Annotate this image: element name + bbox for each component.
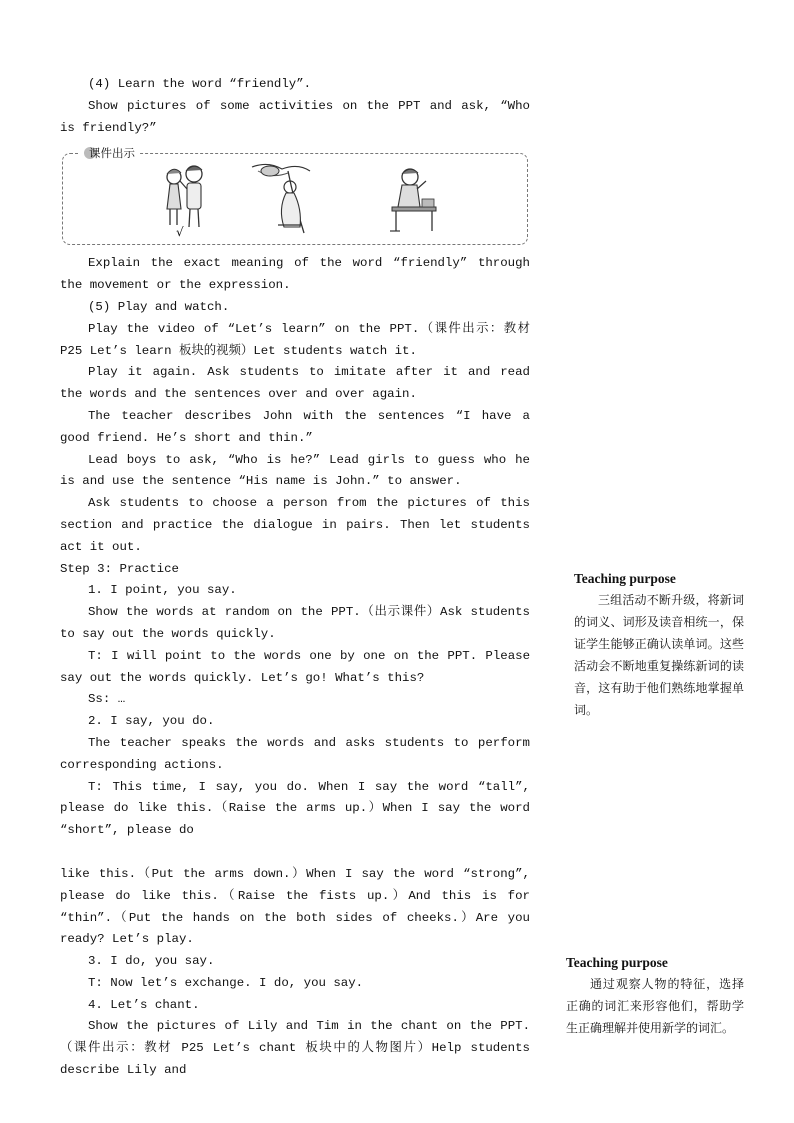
paragraph: Play it again. Ask students to imitate after it and read the words and the sentences over and over again. xyxy=(60,365,530,402)
main-column xyxy=(60,74,530,1082)
child-tree-picture xyxy=(248,161,326,241)
boy-reading-picture xyxy=(384,161,444,241)
paragraph: T: I will point to the words one by one on the PPT. Please say out the words quickly. Let’s go! What’s this? xyxy=(60,648,530,685)
paragraph: T: Now let’s exchange. I do, you say. xyxy=(88,975,364,990)
step-4-heading: (4) Learn the word “friendly”. xyxy=(88,77,312,91)
courseware-box xyxy=(62,147,528,245)
teaching-purpose-note-2 xyxy=(566,953,744,1039)
paragraph: Show the words at random on the PPT.（出示课件）Ask students to say out the words quickly. xyxy=(60,605,530,641)
teaching-purpose-text: 三组活动不断升级，将新词的词义、词形及读音相统一，保证学生能够正确认读单词。这些活动会不断地重复操练新词的读音，这有助于他们熟练地掌握单词。 xyxy=(574,593,744,717)
activity-3-heading: 3. I do, you say. xyxy=(88,954,215,969)
teaching-purpose-text: 通过观察人物的特征，选择正确的词汇来形容他们，帮助学生正确理解并使用新学的词汇。 xyxy=(566,977,744,1035)
paragraph: T: This time, I say, you do. When I say the word “tall”, please do like this.（Raise the arms up.）When I say the word “short”, please do xyxy=(60,779,530,838)
paragraph: The teacher describes John with the sentences “I have a good friend. He’s short and thin.” xyxy=(60,408,530,445)
activity-2-heading: 2. I say, you do. xyxy=(88,714,215,729)
activity-1-heading: 1. I point, you say. xyxy=(88,583,237,598)
paragraph: Play the video of “Let’s learn” on the PPT.（课件出示：教材 P25 Let’s learn 板块的视频）Let students watch it. xyxy=(60,321,530,358)
kids-whispering-picture xyxy=(158,161,214,241)
teaching-purpose-title: Teaching purpose xyxy=(566,955,668,970)
teaching-purpose-title: Teaching purpose xyxy=(574,571,676,586)
step-5-heading: (5) Play and watch. xyxy=(88,299,230,314)
paragraph: Lead boys to ask, “Who is he?” Lead girls to guess who he is and use the sentence “His name is John.” to answer. xyxy=(60,452,530,489)
activity-4-heading: 4. Let’s chant. xyxy=(88,997,200,1012)
paragraph: Show the pictures of Lily and Tim in the chant on the PPT.（课件出示：教材 P25 Let’s chant 板块中的人物图片）Help students describe Lily and xyxy=(60,1019,530,1078)
teaching-purpose-note-1 xyxy=(574,569,744,721)
check-mark: √ xyxy=(176,225,184,240)
page-gap xyxy=(60,842,530,864)
courseware-label xyxy=(80,145,139,161)
step-3-heading: Step 3: Practice xyxy=(60,561,179,576)
paragraph: Explain the exact meaning of the word “friendly” through the movement or the expression. xyxy=(60,256,530,293)
show-pictures-line: Show pictures of some activities on the PPT and ask, “Who is friendly?” xyxy=(60,98,530,135)
courseware-label-text: 课件出示 xyxy=(89,146,135,161)
paragraph: like this.（Put the arms down.）When I say the word “strong”, please do like this.（Raise the fists up.）And this is for “thin”.（Put the hands on the both sides of cheeks.）Are you ready? Let’s play. xyxy=(60,866,530,947)
paragraph: The teacher speaks the words and asks students to perform corresponding actions. xyxy=(60,735,530,772)
paragraph: Ask students to choose a person from the pictures of this section and practice the dialogue in pairs. Then let students act it out. xyxy=(60,496,530,554)
paragraph: Ss: … xyxy=(88,692,126,707)
